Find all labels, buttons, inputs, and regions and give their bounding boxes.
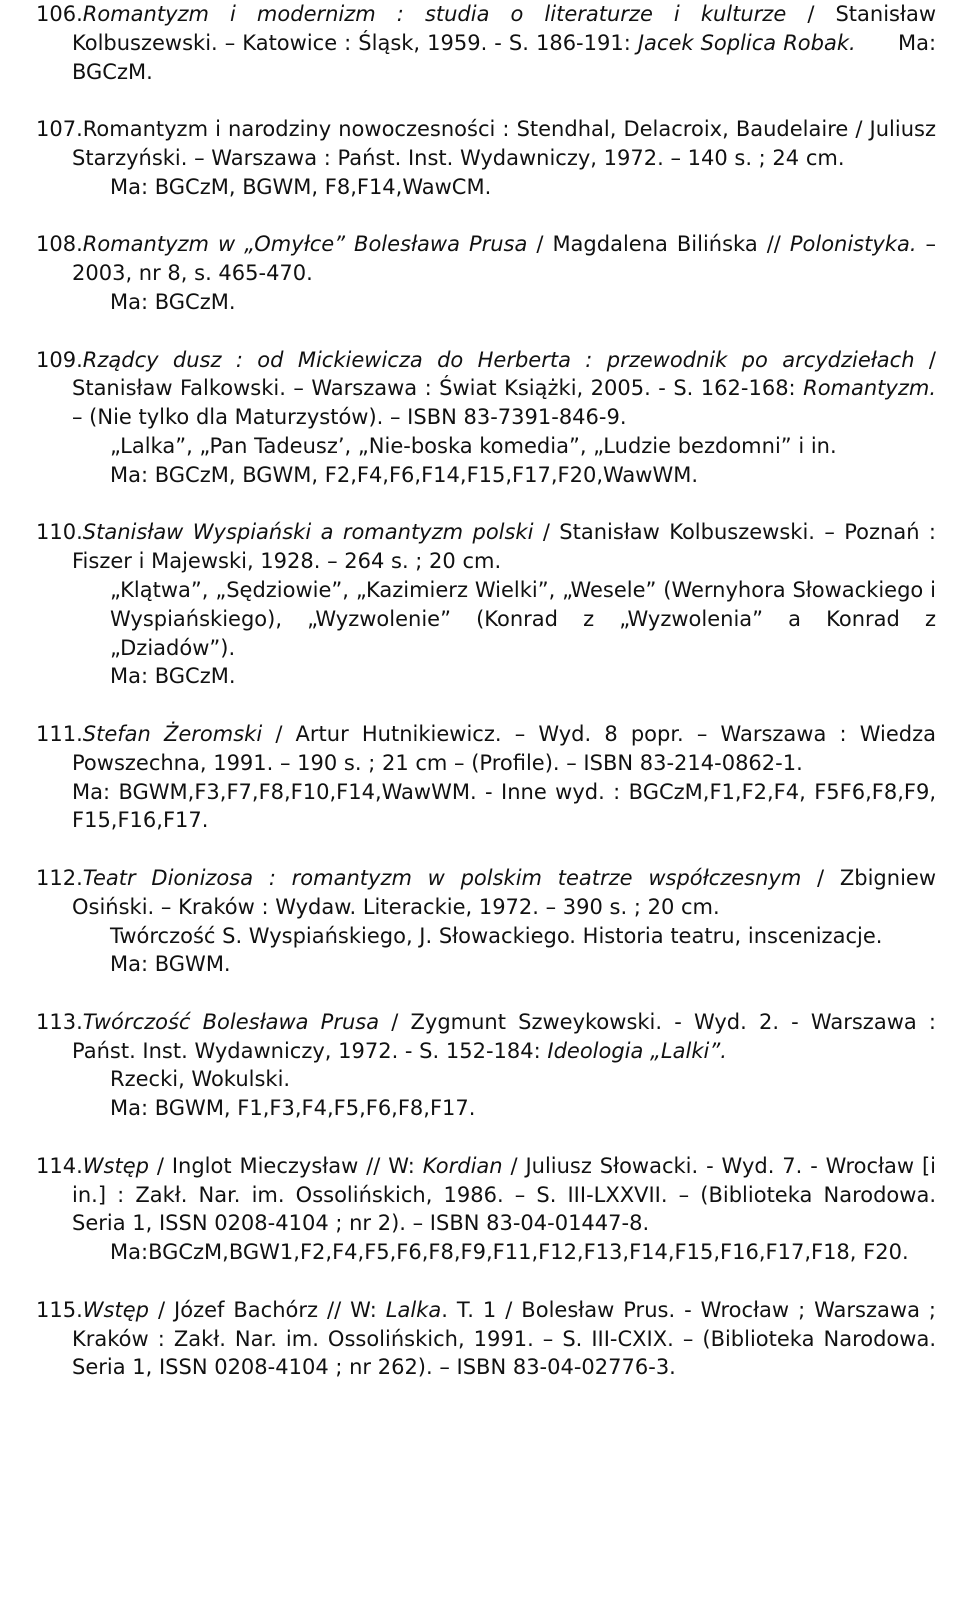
bibliography-entry — [36, 0, 936, 86]
entry-note: Ma: BGCzM. — [110, 289, 236, 314]
citation-title-italic: Romantyzm. — [803, 376, 936, 401]
citation-title-italic: Kordian — [422, 1153, 503, 1178]
entry-note: Ma: BGWM. — [110, 952, 231, 977]
entry-citation — [36, 0, 937, 86]
citation-text: / Zbigniew Osiński. – Kraków : Wydaw. Literackie, 1972. – 390 s. ; 20 cm. — [72, 865, 936, 919]
entry-number: 113. — [36, 1009, 83, 1034]
entry-note: Rzecki, Wokulski. — [110, 1067, 291, 1092]
entry-citation — [36, 518, 936, 576]
citation-text: / Zygmunt Szweykowski. - Wyd. 2. - Warszawa : Państ. Inst. Wydawniczy, 1972. - S. 152-184: — [72, 1009, 936, 1063]
entry-note: Ma: BGCzM, BGWM, F8,F14,WawCM. — [110, 174, 492, 199]
entry-note: Ma: BGCzM. — [110, 664, 236, 689]
bibliography-entry — [36, 864, 936, 979]
citation-text: / Magdalena Bilińska // — [527, 232, 790, 257]
citation-text: / Józef Bachórz // W: — [148, 1297, 386, 1322]
entry-number: 109. — [36, 347, 83, 372]
entry-citation — [36, 346, 936, 432]
citation-text: / Juliusz Słowacki. - Wyd. 7. - Wrocław [i in.] : Zakł. Nar. im. Ossolińskich, 1986. – S. III-LXXVII. – (Biblioteka Narodowa. Seria 1, ISSN 0208-4104 ; nr 2). – ISBN 83-04-01447-8. — [72, 1153, 936, 1236]
entry-number: 107. — [36, 117, 83, 142]
entry-citation — [36, 1296, 937, 1382]
citation-title-italic: Rządcy dusz : od Mickiewicza do Herberta : przewodnik po arcydziełach — [82, 347, 915, 372]
entry-number: 112. — [36, 865, 83, 890]
citation-title-italic: Stefan Żeromski — [82, 721, 263, 746]
citation-title-italic: Wstęp — [82, 1153, 149, 1178]
bibliography-entry — [36, 230, 936, 316]
entry-citation — [36, 115, 936, 173]
citation-title-italic: Teatr Dionizosa : romantyzm w polskim teatrze współczesnym — [82, 865, 802, 890]
bibliography-entry — [36, 1152, 936, 1267]
citation-text: Romantyzm i narodziny nowoczesności : Stendhal, Delacroix, Baudelaire — [82, 117, 849, 142]
citation-title-italic: Polonistyka. — [789, 232, 917, 257]
citation-text: / Stanisław Falkowski. – Warszawa : Świat Książki, 2005. - S. 162-168: — [72, 347, 936, 401]
entry-citation — [36, 864, 936, 922]
bibliography-entry — [36, 518, 936, 691]
entry-note: Ma: BGCzM, BGWM, F2,F4,F6,F14,F15,F17,F20,WawWM. — [110, 462, 699, 487]
entry-number: 110. — [36, 520, 83, 545]
entry-number: 106. — [36, 2, 83, 26]
citation-text: – 2003, nr 8, s. 465-470. — [72, 232, 936, 286]
entry-note: Ma:BGCzM,BGW1,F2,F4,F5,F6,F8,F9,F11,F12,F13,F14,F15,F16,F17,F18, F20. — [110, 1240, 909, 1265]
bibliography-entry — [36, 1008, 936, 1123]
entry-citation — [36, 720, 937, 778]
entry-citation — [36, 1008, 936, 1066]
spacer — [856, 31, 898, 55]
citation-text: – (Nie tylko dla Maturzystów). – ISBN 83-7391-846-9. — [72, 405, 627, 430]
citation-text: / Juliusz Starzyński. – Warszawa : Państ. Inst. Wydawniczy, 1972. – 140 s. ; 24 cm. — [72, 117, 936, 170]
entry-citation — [36, 230, 936, 288]
bibliography-entry — [36, 346, 936, 490]
citation-text: / Stanisław Kolbuszewski. – Poznań : Fiszer i Majewski, 1928. – 264 s. ; 20 cm. — [72, 520, 936, 574]
holdings-location: Ma: BGCzM. — [72, 30, 937, 84]
citation-title-italic: Wstęp — [82, 1297, 149, 1322]
citation-title-italic: Romantyzm w „Omyłce” Bolesława Prusa — [82, 232, 528, 257]
citation-text: / Artur Hutnikiewicz. – Wyd. 8 popr. – Warszawa : Wiedza Powszechna, 1991. – 190 s. ; 21 cm – (Profile). – ISBN 83-214-0862-1. — [72, 721, 937, 775]
entry-number: 108. — [36, 232, 83, 257]
bibliography-entry — [36, 115, 936, 201]
citation-text: / Inglot Mieczysław // W: — [148, 1153, 423, 1178]
citation-title-italic: Jacek Soplica Robak. — [637, 30, 856, 55]
citation-title-italic: Lalka — [385, 1297, 442, 1322]
entry-note: „Klątwa”, „Sędziowie”, „Kazimierz Wielki”, „Wesele” (Wernyhora Słowackiego i Wyspiańskiego), „Wyzwolenie” (Konrad z „Wyzwolenia” a Konrad z „Dziadów”). — [110, 577, 936, 660]
citation-text: . T. 1 / Bolesław Prus. - Wrocław ; Warszawa ; Kraków : Zakł. Nar. im. Ossolińskich, 1991. – S. III-CXIX. – (Biblioteka Narodowa. Seria 1, ISSN 0208-4104 ; nr 262). – ISBN 83-04-02776-3. — [72, 1297, 937, 1380]
entry-note: Ma: BGWM, F1,F3,F4,F5,F6,F8,F17. — [110, 1096, 476, 1121]
entry-holdings: Ma: BGWM,F3,F7,F8,F10,F14,WawWM. - Inne wyd. : BGCzM,F1,F2,F4, F5F6,F8,F9, F15,F16,F17. — [72, 779, 936, 833]
entry-citation — [36, 1152, 936, 1238]
citation-text: / Stanisław Kolbuszewski. – Katowice : Śląsk, 1959. - S. 186-191: — [72, 2, 936, 55]
bibliography-entry — [36, 1296, 936, 1382]
entry-note: „Lalka”, „Pan Tadeusz’, „Nie-boska komedia”, „Ludzie bezdomni” i in. — [110, 433, 837, 458]
bibliography-entry — [36, 720, 936, 835]
citation-title-italic: Romantyzm i modernizm : studia o literaturze i kulturze — [82, 2, 787, 26]
entry-number: 115. — [36, 1297, 83, 1322]
entry-note: Twórczość S. Wyspiańskiego, J. Słowackiego. Historia teatru, inscenizacje. — [110, 923, 883, 948]
citation-title-italic: Stanisław Wyspiański a romantyzm polski — [82, 520, 534, 545]
citation-title-italic: Ideologia „Lalki”. — [547, 1038, 727, 1063]
citation-title-italic: Twórczość Bolesława Prusa — [82, 1009, 380, 1034]
entry-number: 111. — [36, 721, 83, 746]
entry-number: 114. — [36, 1153, 83, 1178]
